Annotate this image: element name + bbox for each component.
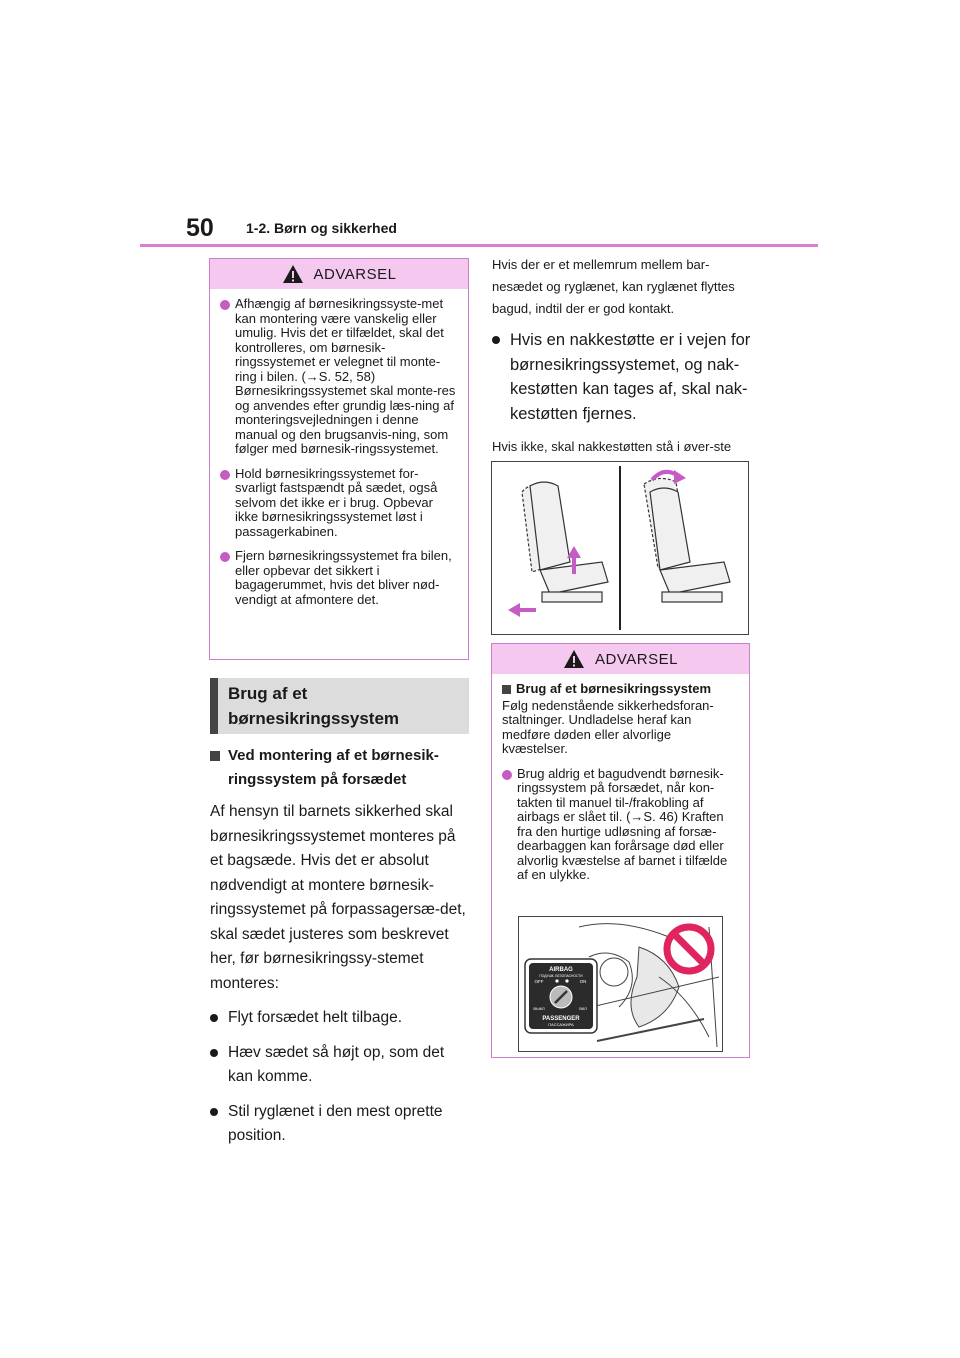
warning-text: Hold børnesikringssystemet for-svarligt fastspændt på sædet, også selvom det ikke er i brug. Opbevar ikke børnesikringssystemet løst i passagerkabinen. <box>235 465 438 539</box>
list-item-text: Flyt forsædet helt tilbage. <box>228 1009 403 1026</box>
list-item-text: Hvis en nakkestøtte er i vejen for børnesikringssystemet, og nak-kestøtten kan tages af, skal nak-kestøtten fjernes. <box>510 331 751 423</box>
bullet-dot-icon <box>220 552 230 562</box>
off-label: OFF <box>534 979 544 984</box>
list-item <box>210 1100 472 1149</box>
airbag-illustration <box>518 916 723 1052</box>
warning-subheading: Brug af et børnesikringssystem <box>502 682 739 697</box>
warning-item <box>220 297 458 457</box>
airbag-ru-label: ПОДУШК. БЕЗОПАСНОСТИ <box>539 974 583 978</box>
right-column <box>492 254 754 480</box>
left-column <box>210 744 472 1149</box>
bullet-dot-icon <box>210 1049 218 1057</box>
warning-triangle-icon <box>282 264 304 284</box>
bullet-dot-icon <box>220 470 230 480</box>
subheading <box>210 744 472 792</box>
warning-box-1 <box>209 258 469 660</box>
on-ru-label: ВКЛ <box>579 1006 587 1011</box>
off-ru-label: ВЫКЛ <box>533 1006 545 1011</box>
on-label: ON <box>579 979 587 984</box>
warning-item <box>502 767 739 883</box>
subheading-text: Ved montering af et børnesik-ringssystem på forsædet <box>228 747 439 788</box>
bullet-dot-icon <box>502 770 512 780</box>
bullet-dot-icon <box>210 1108 218 1116</box>
bullet-dot-icon <box>210 1014 218 1022</box>
seat-adjustment-drawing <box>492 462 748 634</box>
warning-text: Brug aldrig et bagudvendt børnesik-ringssystem på forsædet, når kon-takten til manuel til-/frakobling af airbags er slået til. (→S. 46) Kraften fra den hurtige udløsning af forsæ-dearbaggen kan forårsage død eller alvorlig kvæstelse af barnet i tilfælde af en ulykke. <box>517 765 728 882</box>
page-number: 50 <box>186 214 214 242</box>
warning-body <box>492 674 749 895</box>
body-paragraph: Hvis der er et mellemrum mellem bar-nesædet og ryglænet, kan ryglænet flyttes bagud, indtil der er god kontakt. <box>492 257 735 316</box>
warning-item <box>220 467 458 540</box>
list-item <box>492 328 754 426</box>
header-rule <box>140 244 818 247</box>
warning-body <box>210 289 468 619</box>
warning-text: Fjern børnesikringssystemet fra bilen, eller opbevar det sikkert i bagagerummet, hvis det bliver nød-vendigt at afmontere det. <box>235 548 452 607</box>
body-paragraph: Hvis ikke, skal nakkestøtten stå i øver-ste <box>492 439 732 454</box>
passenger-ru-label: ПАССАЖИРА <box>548 1022 574 1027</box>
list-item-text: Hæv sædet så højt op, som det kan komme. <box>228 1043 445 1085</box>
bullet-dot-icon <box>492 336 500 344</box>
warning-title: ADVARSEL <box>313 265 397 283</box>
heading-line: børnesikringssystem <box>228 709 400 728</box>
warning-intro: Følg nedenstående sikkerhedsforan-staltninger. Undladelse heraf kan medføre døden eller alvorlige kvæstelser. <box>502 697 714 756</box>
body-paragraph: Af hensyn til barnets sikkerhed skal børnesikringssystemet monteres på et bagsæde. Hvis det er absolut nødvendigt at montere børnesik-ringssystemet på forpassagersæ-det, skal sædet justeres som beskrevet her, før børnesikringssy-stemet monteres: <box>210 803 466 992</box>
square-bullet-icon <box>210 751 220 761</box>
list-item <box>210 1041 472 1090</box>
section-heading <box>210 678 469 734</box>
square-bullet-icon <box>502 685 511 694</box>
warning-box-2 <box>491 643 750 1058</box>
list-item-text: Stil ryglænet i den mest oprette position. <box>228 1102 443 1144</box>
warning-title: ADVARSEL <box>595 650 678 668</box>
heading-line: Brug af et <box>228 684 308 703</box>
warning-header <box>492 644 749 674</box>
section-title: 1-2. Børn og sikkerhed <box>246 220 397 236</box>
airbag-drawing <box>519 917 722 1051</box>
warning-triangle-icon <box>563 649 585 669</box>
warning-text: Afhængig af børnesikringssyste-met kan montering være vanskelig eller umulig. Hvis det er tilfældet, skal det kontrolleres, om børnesik-ringssystemet er velegnet til monte-ring i bilen. (→S. 52, 58) Børnesikringssystemet skal monte-res og anvendes efter grundig læs-ning af monteringsvejledningen i denne manual og den brugsanvis-ning, som følger med børnesik-ringssystemet. <box>235 296 456 456</box>
airbag-label: AIRBAG <box>549 967 573 973</box>
list-item <box>210 1006 472 1031</box>
passenger-label: PASSENGER <box>542 1016 580 1022</box>
bullet-dot-icon <box>220 300 230 310</box>
seat-illustration <box>491 461 749 635</box>
warning-header <box>210 259 468 289</box>
warning-item <box>220 549 458 607</box>
